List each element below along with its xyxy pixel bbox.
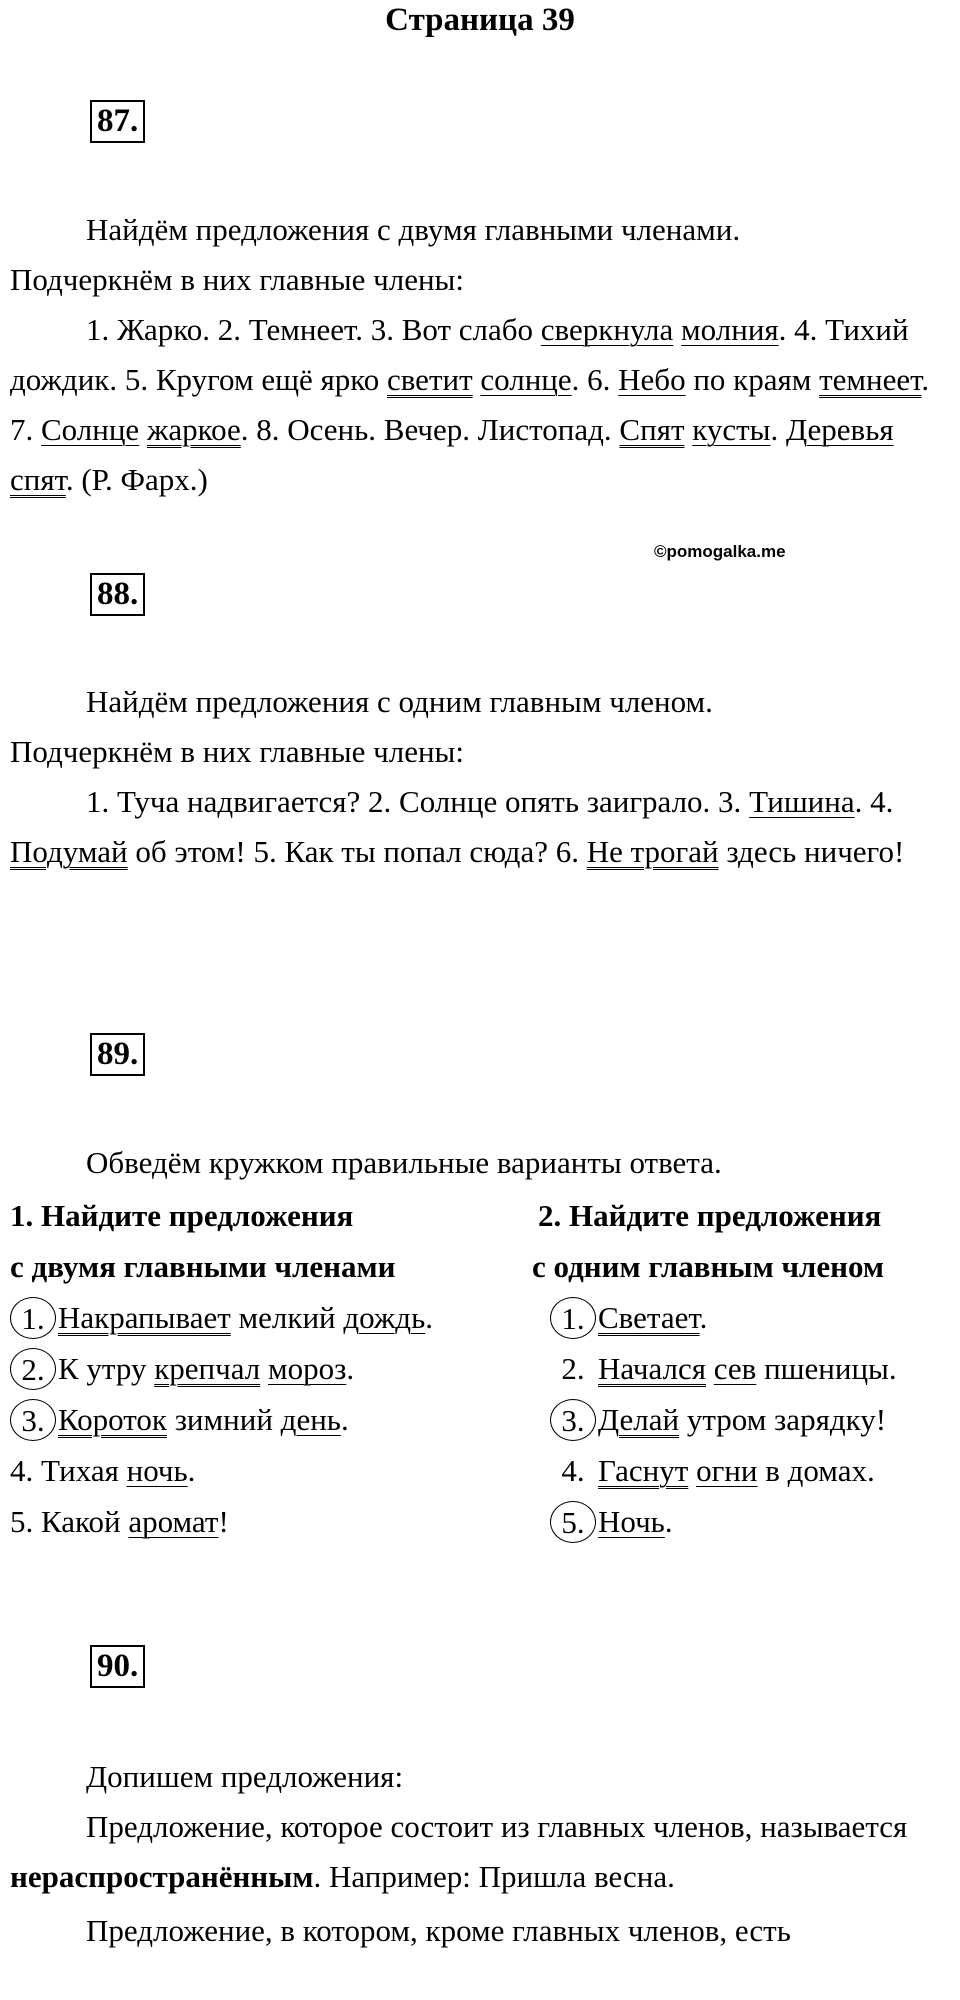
exercise-87-sentences <box>10 305 955 505</box>
subject-word: сверкнула <box>540 312 674 347</box>
text-run: 1. Туча надвигается? 2. Солнце опять заиграло. 3. <box>86 784 750 819</box>
text-run: . <box>187 1453 196 1488</box>
text-run: . <box>770 412 787 447</box>
text-run: . (Р. Фарх.) <box>65 462 208 497</box>
subject-word: сев <box>713 1351 757 1386</box>
text-run: 4. Тихая <box>10 1453 127 1488</box>
subject-word: ночь <box>126 1453 188 1488</box>
answer-circle: 1. <box>10 1297 56 1339</box>
predicate-word: Гаснут <box>598 1453 689 1488</box>
text-run: . Например: Пришла весна. <box>313 1859 675 1894</box>
exercise-90-number <box>86 1650 149 1687</box>
predicate-word: светит <box>386 362 473 397</box>
answer-circle: 3. <box>10 1399 56 1441</box>
text-run: ! <box>218 1504 229 1539</box>
answer-option <box>532 1496 960 1547</box>
exercise-number-box: 90. <box>90 1645 145 1688</box>
predicate-word: Начался <box>598 1351 707 1386</box>
subject-word: аромат <box>128 1504 219 1539</box>
text-run: . <box>340 1402 349 1437</box>
text-run: . <box>664 1504 673 1539</box>
exercise-88-intro-line1: Найдём предложения с одним главным членом. <box>86 684 713 719</box>
predicate-word: спят <box>10 462 66 497</box>
answer-circle: 2. <box>10 1348 56 1390</box>
subject-word: молния <box>681 312 779 347</box>
answer-circle: 3. <box>550 1399 596 1441</box>
text-run <box>673 312 681 347</box>
answer-option <box>532 1394 960 1445</box>
column-heading: с двумя главными членами <box>10 1249 396 1284</box>
text-run: об этом! 5. Как ты попал сюда? 6. <box>127 834 587 869</box>
text-run <box>688 1453 696 1488</box>
answer-option <box>10 1445 520 1496</box>
text-run: К утру <box>58 1351 155 1386</box>
exercise-88-text <box>10 677 955 877</box>
text-run: 5. Какой <box>10 1504 129 1539</box>
text-run <box>260 1351 268 1386</box>
text-run: по краям <box>685 362 820 397</box>
exercise-89-number <box>86 1038 149 1075</box>
answer-circle: 1. <box>550 1297 596 1339</box>
subject-word: мороз <box>267 1351 347 1386</box>
exercise-89-intro-block <box>10 1138 955 1188</box>
exercise-88-sentences <box>10 777 955 877</box>
exercise-number-box: 89. <box>90 1033 145 1076</box>
subject-word: кусты <box>692 412 771 447</box>
column-heading: с одним главным членом <box>532 1249 884 1284</box>
answer-circle: 5. <box>550 1501 596 1543</box>
text-run: . 7. <box>10 362 930 447</box>
exercise-90-sentence-2: Предложение, в котором, кроме главных членов, есть <box>86 1913 791 1948</box>
predicate-word: Светает <box>598 1300 700 1335</box>
text-run: здесь ничего! <box>718 834 905 869</box>
subject-word: день <box>280 1402 341 1437</box>
answer-option <box>10 1292 520 1343</box>
exercise-87-intro-line2: Подчеркнём в них главные члены: <box>10 262 464 297</box>
watermark: ©pomogalka.me <box>654 542 786 561</box>
text-run: 1. Жарко. 2. Темнеет. 3. Вот слабо <box>86 312 541 347</box>
predicate-word: темнеет <box>819 362 922 397</box>
exercise-89-intro: Обведём кружком правильные варианты ответа. <box>86 1145 722 1180</box>
text-run: . <box>346 1351 355 1386</box>
text-run: . 6. <box>571 362 619 397</box>
text-run: . 4. <box>854 784 894 819</box>
exercise-87-number <box>86 105 149 142</box>
subject-word: Деревья <box>786 412 894 447</box>
text-run: . <box>425 1300 433 1335</box>
text-run: . 4. Тихий дождик. 5. Кругом ещё ярко <box>10 312 909 397</box>
text-run: пшеницы. <box>756 1351 897 1386</box>
exercise-87-text <box>10 205 955 505</box>
answer-option <box>532 1343 960 1394</box>
text-run: . <box>699 1300 708 1335</box>
predicate-word: Подумай <box>10 834 128 869</box>
text-run: . 8. Осень. Вечер. Листопад. <box>240 412 620 447</box>
text-run: Предложение, которое состоит из главных членов, называется <box>86 1809 908 1844</box>
subject-word: Ночь <box>598 1504 665 1539</box>
answer-number: 2. <box>561 1351 585 1386</box>
predicate-word: Накрапывает <box>58 1300 231 1335</box>
answer-number: 4. <box>561 1453 585 1488</box>
text-run <box>139 412 147 447</box>
page-title: Страница 39 <box>385 2 575 38</box>
subject-word: Солнце <box>41 412 140 447</box>
answer-option <box>10 1343 520 1394</box>
predicate-word: Спят <box>619 412 685 447</box>
text-run <box>706 1351 714 1386</box>
term-bold: нераспространённым <box>10 1859 314 1894</box>
predicate-word: Не трогай <box>586 834 719 869</box>
exercise-88-intro-line2: Подчеркнём в них главные члены: <box>10 734 464 769</box>
exercise-90-sentence-1 <box>10 1802 955 1902</box>
answer-option <box>10 1394 520 1445</box>
subject-word: огни <box>696 1453 758 1488</box>
answer-option <box>10 1496 520 1547</box>
predicate-word: Короток <box>58 1402 167 1437</box>
text-run: в домах. <box>757 1453 875 1488</box>
exercise-90-text <box>10 1752 955 1956</box>
exercise-90-intro: Допишем предложения: <box>86 1759 404 1794</box>
predicate-word: крепчал <box>154 1351 261 1386</box>
answer-option <box>532 1445 960 1496</box>
text-run: утром зарядку! <box>679 1402 887 1437</box>
exercise-number-box: 87. <box>90 100 145 143</box>
answer-option <box>532 1292 960 1343</box>
column-heading: 1. Найдите предложения <box>10 1198 354 1233</box>
subject-word: дождь <box>343 1300 426 1335</box>
column-heading: 2. Найдите предложения <box>538 1198 882 1233</box>
text-run: мелкий <box>230 1300 344 1335</box>
predicate-word: жаркое <box>146 412 241 447</box>
column-two-main-members <box>10 1190 520 1547</box>
exercise-87-intro-line1: Найдём предложения с двумя главными членами. <box>86 212 741 247</box>
subject-word: Небо <box>618 362 686 397</box>
text-run: зимний <box>166 1402 281 1437</box>
subject-word: солнце <box>480 362 572 397</box>
exercise-88-number <box>86 578 149 615</box>
exercise-number-box: 88. <box>90 573 145 616</box>
predicate-word: Делай <box>598 1402 680 1437</box>
subject-word: Тишина <box>749 784 855 819</box>
column-one-main-member <box>532 1190 960 1547</box>
